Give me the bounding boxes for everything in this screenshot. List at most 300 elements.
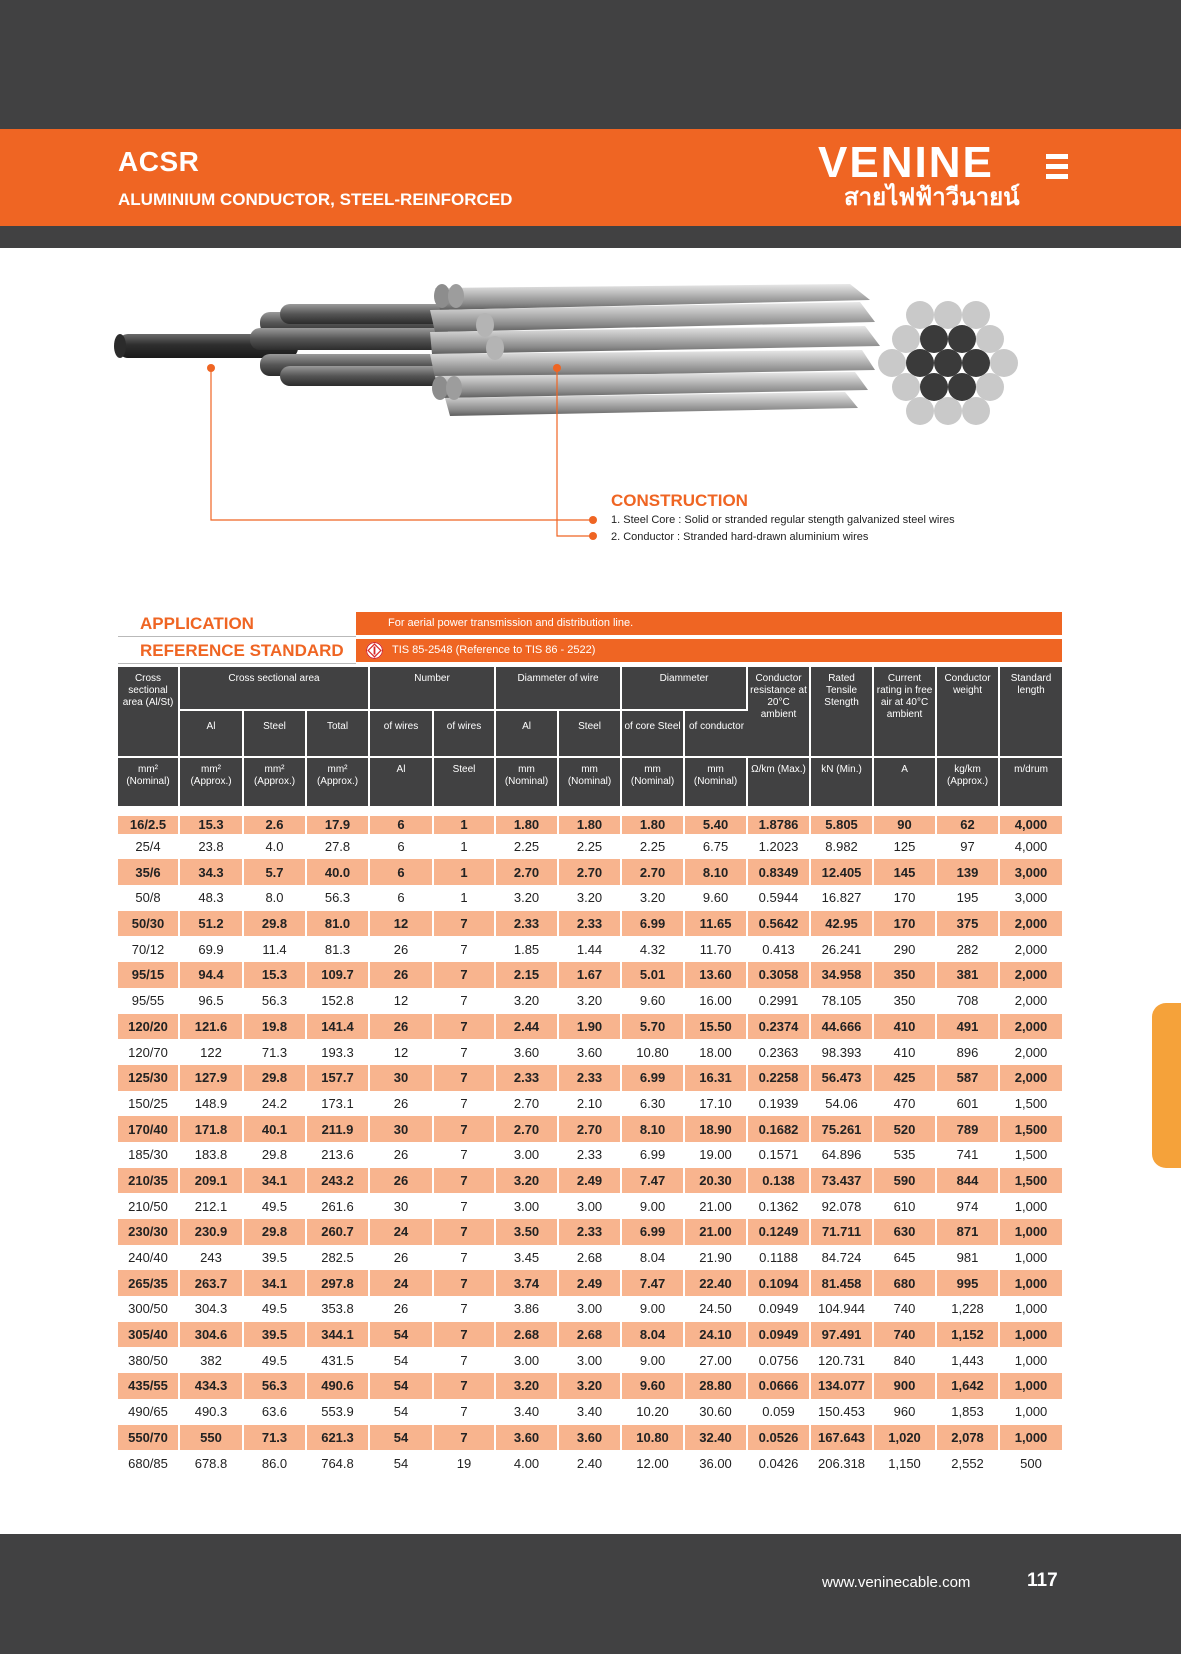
table-cell: 56.3 (244, 1373, 307, 1399)
table-cell: 8.04 (622, 1322, 685, 1348)
table-cell: 20.30 (685, 1168, 748, 1194)
table-cell: 4.32 (622, 936, 685, 962)
table-cell: 6 (370, 834, 434, 860)
table-cell: 26 (370, 1014, 434, 1040)
table-cell: 25/4 (118, 834, 180, 860)
table-cell: 375 (937, 911, 1000, 937)
col-header-conductor-weight: Conductor weight (937, 667, 1000, 758)
table-cell: 1.80 (622, 808, 685, 834)
table-cell: 56.3 (244, 988, 307, 1014)
table-cell: 40.1 (244, 1116, 307, 1142)
table-cell: 122 (180, 1039, 244, 1065)
table-cell: 0.2258 (748, 1065, 811, 1091)
table-cell: 491 (937, 1014, 1000, 1040)
table-row (118, 1219, 1062, 1245)
table-cell: 590 (874, 1168, 937, 1194)
table-cell: 261.6 (307, 1193, 370, 1219)
table-cell: 56.3 (307, 885, 370, 911)
table-cell: 630 (874, 1219, 937, 1245)
table-cell: 3.86 (496, 1296, 559, 1322)
col-header-standard-length: Standard length (1000, 667, 1062, 758)
construction-item-steel-core: 1. Steel Core : Solid or stranded regular stength galvanized steel wires (611, 514, 955, 526)
table-cell: 5.7 (244, 859, 307, 885)
cable-illustration (110, 270, 1070, 540)
unit-cell: mm² (Approx.) (180, 758, 244, 808)
table-cell: 12 (370, 911, 434, 937)
table-row (118, 1168, 1062, 1194)
table-cell: 12 (370, 1039, 434, 1065)
table-cell: 30 (370, 1193, 434, 1219)
col-header-conductor-resistance: Conductor resistance at 20°C ambient (748, 667, 811, 758)
table-cell: 145 (874, 859, 937, 885)
table-cell: 29.8 (244, 1142, 307, 1168)
table-cell: 1,150 (874, 1450, 937, 1476)
table-cell: 185/30 (118, 1142, 180, 1168)
top-bar (0, 0, 1181, 129)
table-cell: 680/85 (118, 1450, 180, 1476)
table-cell: 1 (434, 859, 496, 885)
table-cell: 500 (1000, 1450, 1062, 1476)
col-subheader-conductor: of conductor (685, 711, 748, 758)
unit-cell: mm² (Nominal) (118, 758, 180, 808)
table-row (118, 1322, 1062, 1348)
table-cell: 51.2 (180, 911, 244, 937)
table-cell: 3.20 (496, 1373, 559, 1399)
table-cell: 96.5 (180, 988, 244, 1014)
unit-cell: mm (Nominal) (622, 758, 685, 808)
table-cell: 26 (370, 962, 434, 988)
table-cell: 56.473 (811, 1065, 874, 1091)
table-cell: 7 (434, 1322, 496, 1348)
table-cell: 350 (874, 988, 937, 1014)
table-cell: 230/30 (118, 1219, 180, 1245)
reference-standard-label: REFERENCE STANDARD (140, 641, 344, 660)
col-subheader-steel: Steel (244, 711, 307, 758)
table-cell: 21.00 (685, 1219, 748, 1245)
table-cell: 520 (874, 1116, 937, 1142)
page-subtitle: ALUMINIUM CONDUCTOR, STEEL-REINFORCED (118, 190, 513, 209)
table-cell: 125 (874, 834, 937, 860)
table-cell: 240/40 (118, 1245, 180, 1271)
table-cell: 840 (874, 1347, 937, 1373)
unit-cell: kg/km (Approx.) (937, 758, 1000, 808)
table-cell: 0.0426 (748, 1450, 811, 1476)
table-cell: 1 (434, 885, 496, 911)
col-header-current-rating: Current rating in free air at 40°C ambient (874, 667, 937, 758)
table-cell: 10.80 (622, 1039, 685, 1065)
table-cell: 94.4 (180, 962, 244, 988)
aluminium-strands (430, 284, 880, 416)
table-cell: 210/35 (118, 1168, 180, 1194)
table-cell: 81.0 (307, 911, 370, 937)
table-body (118, 808, 1062, 1476)
header-divider (0, 226, 1181, 248)
table-cell: 104.944 (811, 1296, 874, 1322)
table-cell: 470 (874, 1091, 937, 1117)
table-cell: 789 (937, 1116, 1000, 1142)
table-cell: 70/12 (118, 936, 180, 962)
table-cell: 7 (434, 1373, 496, 1399)
table-cell: 49.5 (244, 1193, 307, 1219)
table-cell: 71.3 (244, 1425, 307, 1451)
table-row (118, 808, 1062, 834)
table-cell: 3.20 (559, 885, 622, 911)
table-cell: 3.00 (559, 1347, 622, 1373)
table-row (118, 1039, 1062, 1065)
table-cell: 0.1571 (748, 1142, 811, 1168)
table-cell: 300/50 (118, 1296, 180, 1322)
table-cell: 170 (874, 911, 937, 937)
table-cell: 1 (434, 834, 496, 860)
table-cell: 7 (434, 1219, 496, 1245)
table-cell: 1.2023 (748, 834, 811, 860)
table-cell: 680 (874, 1270, 937, 1296)
table-cell: 0.0526 (748, 1425, 811, 1451)
table-cell: 7 (434, 1065, 496, 1091)
table-cell: 382 (180, 1347, 244, 1373)
application-value: For aerial power transmission and distribution line. (356, 612, 1062, 635)
table-cell: 2.33 (559, 1065, 622, 1091)
table-cell: 1,000 (1000, 1245, 1062, 1271)
table-cell: 490.6 (307, 1373, 370, 1399)
table-cell: 900 (874, 1373, 937, 1399)
table-cell: 3.60 (559, 1425, 622, 1451)
table-cell: 120/20 (118, 1014, 180, 1040)
table-cell: 7 (434, 1347, 496, 1373)
table-cell: 26 (370, 1142, 434, 1168)
table-cell: 109.7 (307, 962, 370, 988)
table-cell: 2,552 (937, 1450, 1000, 1476)
table-cell: 54 (370, 1425, 434, 1451)
table-cell: 4.0 (244, 834, 307, 860)
table-cell: 62 (937, 808, 1000, 834)
table-cell: 42.95 (811, 911, 874, 937)
table-cell: 19.8 (244, 1014, 307, 1040)
application-label: APPLICATION (140, 614, 254, 633)
table-cell: 13.60 (685, 962, 748, 988)
col-subheader-al: Al (180, 711, 244, 758)
table-cell: 1,443 (937, 1347, 1000, 1373)
table-cell: 2,000 (1000, 1014, 1062, 1040)
page-title: ACSR (118, 146, 200, 177)
table-cell: 11.70 (685, 936, 748, 962)
unit-cell: Steel (434, 758, 496, 808)
table-cell: 1,152 (937, 1322, 1000, 1348)
table-cell: 16/2.5 (118, 808, 180, 834)
table-row (118, 1270, 1062, 1296)
table-cell: 7 (434, 988, 496, 1014)
table-cell: 0.138 (748, 1168, 811, 1194)
table-cell: 7 (434, 1116, 496, 1142)
table-cell: 1,500 (1000, 1091, 1062, 1117)
table-row (118, 1347, 1062, 1373)
table-cell: 16.00 (685, 988, 748, 1014)
table-cell: 7 (434, 936, 496, 962)
table-cell: 3.60 (559, 1039, 622, 1065)
page-number: 117 (1027, 1570, 1058, 1591)
table-cell: 1.90 (559, 1014, 622, 1040)
col-header-number: Number (370, 667, 496, 711)
table-cell: 167.643 (811, 1425, 874, 1451)
col-header-diameter-of-wire: Diammeter of wire (496, 667, 622, 711)
table-cell: 7 (434, 1399, 496, 1425)
table-cell: 7 (434, 1039, 496, 1065)
table-cell: 0.1939 (748, 1091, 811, 1117)
table-cell: 645 (874, 1245, 937, 1271)
table-cell: 170/40 (118, 1116, 180, 1142)
table-cell: 9.60 (622, 988, 685, 1014)
table-cell: 212.1 (180, 1193, 244, 1219)
tis-mark-icon (366, 642, 383, 659)
table-cell: 7 (434, 1014, 496, 1040)
table-cell: 7.47 (622, 1168, 685, 1194)
table-cell: 75.261 (811, 1116, 874, 1142)
table-cell: 7 (434, 1168, 496, 1194)
divider (118, 636, 356, 637)
table-cell: 26 (370, 1091, 434, 1117)
table-cell: 9.00 (622, 1296, 685, 1322)
table-row (118, 936, 1062, 962)
table-cell: 0.413 (748, 936, 811, 962)
table-cell: 1,228 (937, 1296, 1000, 1322)
reference-standard-value-box (356, 639, 1062, 662)
table-cell: 353.8 (307, 1296, 370, 1322)
table-row (118, 1450, 1062, 1476)
table-cell: 213.6 (307, 1142, 370, 1168)
table-cell: 3,000 (1000, 885, 1062, 911)
core-label-marker (589, 516, 597, 524)
table-cell: 127.9 (180, 1065, 244, 1091)
table-row (118, 1425, 1062, 1451)
table-cell: 211.9 (307, 1116, 370, 1142)
table-cell: 15.3 (244, 962, 307, 988)
table-cell: 1,020 (874, 1425, 937, 1451)
table-cell: 54 (370, 1450, 434, 1476)
table-cell: 6.75 (685, 834, 748, 860)
table-cell: 1.67 (559, 962, 622, 988)
table-cell: 18.00 (685, 1039, 748, 1065)
table-cell: 2,000 (1000, 988, 1062, 1014)
table-cell: 260.7 (307, 1219, 370, 1245)
table-cell: 6.99 (622, 911, 685, 937)
table-cell: 4.00 (496, 1450, 559, 1476)
table-cell: 24.50 (685, 1296, 748, 1322)
table-cell: 0.1188 (748, 1245, 811, 1271)
table-cell: 3.74 (496, 1270, 559, 1296)
table-cell: 490/65 (118, 1399, 180, 1425)
table-cell: 209.1 (180, 1168, 244, 1194)
table-cell: 7 (434, 1142, 496, 1168)
table-cell: 1,500 (1000, 1142, 1062, 1168)
table-cell: 8.04 (622, 1245, 685, 1271)
table-cell: 2.49 (559, 1168, 622, 1194)
table-cell: 550/70 (118, 1425, 180, 1451)
table-cell: 39.5 (244, 1322, 307, 1348)
table-cell: 3.60 (496, 1039, 559, 1065)
divider (118, 663, 356, 664)
table-cell: 17.10 (685, 1091, 748, 1117)
table-cell: 2.25 (559, 834, 622, 860)
table-cell: 73.437 (811, 1168, 874, 1194)
construction-title: CONSTRUCTION (611, 491, 748, 510)
table-cell: 3.20 (622, 885, 685, 911)
unit-cell: mm (Nominal) (559, 758, 622, 808)
table-cell: 11.4 (244, 936, 307, 962)
col-header-diameter: Diammeter (622, 667, 748, 711)
col-header-cross-sectional-area-alst: Cross sectional area (Al/St) (118, 667, 180, 758)
table-cell: 8.10 (685, 859, 748, 885)
table-cell: 7 (434, 1193, 496, 1219)
table-row (118, 988, 1062, 1014)
cross-section-diagram (878, 301, 1018, 425)
table-cell: 7.47 (622, 1270, 685, 1296)
table-cell: 490.3 (180, 1399, 244, 1425)
table-cell: 148.9 (180, 1091, 244, 1117)
table-cell: 121.6 (180, 1014, 244, 1040)
unit-cell: Al (370, 758, 434, 808)
table-cell: 6.99 (622, 1219, 685, 1245)
footer-url: www.veninecable.com (822, 1574, 971, 1591)
table-cell: 193.3 (307, 1039, 370, 1065)
conductor-label-marker (589, 532, 597, 540)
table-cell: 7 (434, 1270, 496, 1296)
table-cell: 1,500 (1000, 1168, 1062, 1194)
table-cell: 435/55 (118, 1373, 180, 1399)
table-cell: 63.6 (244, 1399, 307, 1425)
table-cell: 12.00 (622, 1450, 685, 1476)
table-cell: 8.10 (622, 1116, 685, 1142)
table-row (118, 1399, 1062, 1425)
table-cell: 297.8 (307, 1270, 370, 1296)
table-cell: 230.9 (180, 1219, 244, 1245)
table-cell: 2.70 (496, 859, 559, 885)
reference-standard-value: TIS 85-2548 (Reference to TIS 86 - 2522) (392, 644, 596, 656)
table-cell: 81.458 (811, 1270, 874, 1296)
table-cell: 0.0756 (748, 1347, 811, 1373)
table-cell: 125/30 (118, 1065, 180, 1091)
section-tab (1152, 1003, 1181, 1168)
table-cell: 0.1094 (748, 1270, 811, 1296)
table-row (118, 859, 1062, 885)
table-cell: 3.45 (496, 1245, 559, 1271)
table-cell: 3.20 (559, 1373, 622, 1399)
table-cell: 7 (434, 1091, 496, 1117)
table-cell: 29.8 (244, 1219, 307, 1245)
table-cell: 678.8 (180, 1450, 244, 1476)
table-cell: 50/8 (118, 885, 180, 911)
table-cell: 134.077 (811, 1373, 874, 1399)
table-cell: 30 (370, 1065, 434, 1091)
table-cell: 24.2 (244, 1091, 307, 1117)
table-cell: 97.491 (811, 1322, 874, 1348)
table-cell: 3.00 (496, 1142, 559, 1168)
table-cell: 741 (937, 1142, 1000, 1168)
table-cell: 54 (370, 1373, 434, 1399)
table-cell: 54.06 (811, 1091, 874, 1117)
table-cell: 2.33 (496, 1065, 559, 1091)
table-cell: 21.00 (685, 1193, 748, 1219)
table-cell: 141.4 (307, 1014, 370, 1040)
table-cell: 24 (370, 1219, 434, 1245)
table-cell: 0.3058 (748, 962, 811, 988)
table-cell: 120/70 (118, 1039, 180, 1065)
table-cell: 21.90 (685, 1245, 748, 1271)
table-cell: 7 (434, 911, 496, 937)
table-cell: 24 (370, 1270, 434, 1296)
table-cell: 19 (434, 1450, 496, 1476)
table-cell: 32.40 (685, 1425, 748, 1451)
table-cell: 2,000 (1000, 936, 1062, 962)
table-cell: 290 (874, 936, 937, 962)
table-cell: 1,642 (937, 1373, 1000, 1399)
table-cell: 171.8 (180, 1116, 244, 1142)
table-cell: 2.44 (496, 1014, 559, 1040)
table-cell: 64.896 (811, 1142, 874, 1168)
table-cell: 22.40 (685, 1270, 748, 1296)
table-cell: 7 (434, 1296, 496, 1322)
table-cell: 871 (937, 1219, 1000, 1245)
table-cell: 34.1 (244, 1270, 307, 1296)
table-cell: 3.40 (496, 1399, 559, 1425)
table-cell: 4,000 (1000, 834, 1062, 860)
table-cell: 1,000 (1000, 1347, 1062, 1373)
unit-cell: mm² (Approx.) (244, 758, 307, 808)
table-cell: 896 (937, 1039, 1000, 1065)
table-cell: 69.9 (180, 936, 244, 962)
table-cell: 195 (937, 885, 1000, 911)
unit-cell: mm (Nominal) (685, 758, 748, 808)
table-row (118, 1065, 1062, 1091)
table-cell: 170 (874, 885, 937, 911)
table-row (118, 1116, 1062, 1142)
table-cell: 2.70 (622, 859, 685, 885)
table-cell: 1.44 (559, 936, 622, 962)
table-cell: 0.1682 (748, 1116, 811, 1142)
table-row (118, 1142, 1062, 1168)
table-cell: 3.00 (496, 1193, 559, 1219)
table-cell: 39.5 (244, 1245, 307, 1271)
logo-text: VENINE (818, 138, 994, 187)
table-cell: 78.105 (811, 988, 874, 1014)
table-row (118, 1014, 1062, 1040)
logo-thai-text: สายไฟฟ้าวีนายน์ (844, 184, 1020, 211)
table-cell: 960 (874, 1399, 937, 1425)
table-cell: 95/15 (118, 962, 180, 988)
footer-bar (0, 1534, 1181, 1654)
table-cell: 81.3 (307, 936, 370, 962)
table-cell: 34.1 (244, 1168, 307, 1194)
conductor-marker (553, 364, 561, 372)
table-cell: 381 (937, 962, 1000, 988)
table-cell: 1,000 (1000, 1270, 1062, 1296)
table-cell: 2,000 (1000, 1039, 1062, 1065)
table-cell: 49.5 (244, 1296, 307, 1322)
table-cell: 2.49 (559, 1270, 622, 1296)
table-cell: 92.078 (811, 1193, 874, 1219)
venine-logo (818, 140, 1068, 220)
table-cell: 86.0 (244, 1450, 307, 1476)
table-cell: 16.31 (685, 1065, 748, 1091)
table-cell: 9.60 (685, 885, 748, 911)
table-row (118, 1193, 1062, 1219)
table-cell: 27.8 (307, 834, 370, 860)
table-cell: 3.00 (496, 1347, 559, 1373)
table-cell: 54 (370, 1399, 434, 1425)
table-cell: 2.33 (559, 911, 622, 937)
table-cell: 0.5642 (748, 911, 811, 937)
table-cell: 18.90 (685, 1116, 748, 1142)
table-cell: 5.70 (622, 1014, 685, 1040)
